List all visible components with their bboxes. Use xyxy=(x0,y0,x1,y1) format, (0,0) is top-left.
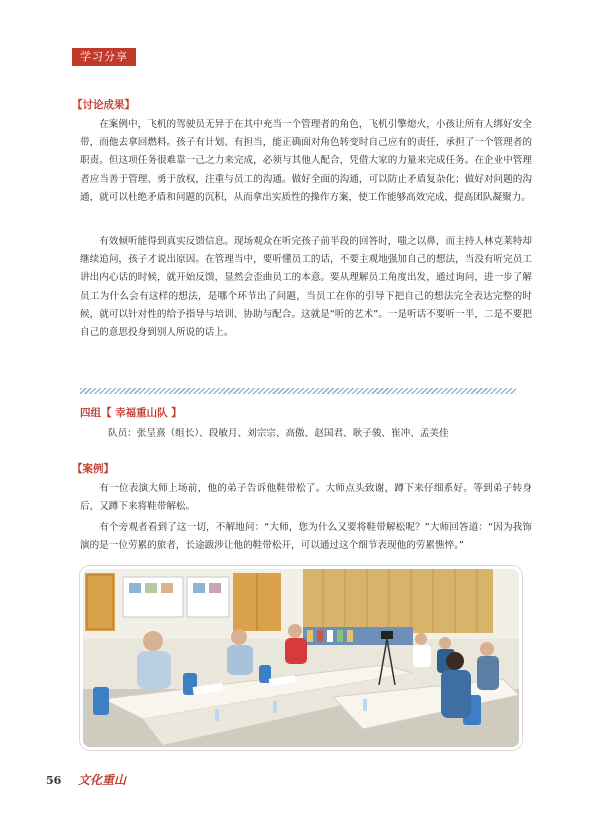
case-paragraph-1: 有一位表演大师上场前，他的弟子告诉他鞋带松了。大师点头致谢，蹲下来仔细系好。等到弟子转身后，又蹲下来将鞋带解松。 xyxy=(80,483,532,513)
discussion-paragraph-1: 在案例中，飞机的驾驶员无异于在其中充当一个管理者的角色，飞机引擎熄火，小孩让所有人绑好安全带，而他去拿回燃料。孩子有计划、有担当，能正确面对角色转变时自己应有的责任，承担了一个管理者的职责。但这项任务很难靠一己之力来完成，必须与其他人配合，凭借大家的力量来完成任务。在企业中管理者应当善于管理、勇于放权，注重与员工的沟通。做好全面的沟通，可以防止矛盾复杂化；做好对问题的沟通，就可以杜绝矛盾和问题的沉积，从而拿出实质性的操作方案，使工作能够高效完成，提高团队凝聚力。 xyxy=(80,119,532,203)
discussion-heading: 【讨论成果】 xyxy=(72,99,135,111)
group-title xyxy=(80,406,182,420)
case-heading: 【案例】 xyxy=(72,463,114,475)
group-members: 队员：张呈熹（组长）、段敏月、刘宗宗、高傲、赵国君、耿子骏、崔冲、孟美佳 xyxy=(108,428,449,439)
discussion-paragraph-2: 有效倾听能得到真实反馈信息。现场观众在听完孩子前半段的回答时，嗤之以鼻，而主持人林克莱特却继续追问，孩子才说出原因。在管理当中，要听懂员工的话，不要主观地强加自己的想法，当没有听完员工讲出内心话的时候，就开始反馈，显然会歪曲员工的本意。要从理解员工角度出发，通过询问，进一步了解员工为什么会有这样的想法，是哪个环节出了问题，当员工在你的引导下把自己的想法完全表达完整的时候，就可以针对性的给予指导与培训、协助与配合。这就是“听的艺术”。一是听话不要听一半，二是不要把自己的意思投身到别人所说的话上。 xyxy=(80,236,532,339)
page-number: 56 xyxy=(46,774,62,787)
group-number: 四组 xyxy=(80,407,101,419)
meeting-photo xyxy=(80,566,522,750)
group-team-name: 【 幸福重山队 】 xyxy=(101,407,182,419)
publication-logo: 文化重山 xyxy=(78,773,127,787)
case-paragraph-2: 有个旁观者看到了这一切，不解地问：“大师，您为什么又要将鞋带解松呢？”大师回答道：“因为我饰演的是一位劳累的旅者，长途跋涉让他的鞋带松开，可以通过这个细节表现他的劳累憔悴。” xyxy=(80,522,532,552)
section-tag: 学习分享 xyxy=(72,48,136,66)
section-divider xyxy=(80,388,516,394)
